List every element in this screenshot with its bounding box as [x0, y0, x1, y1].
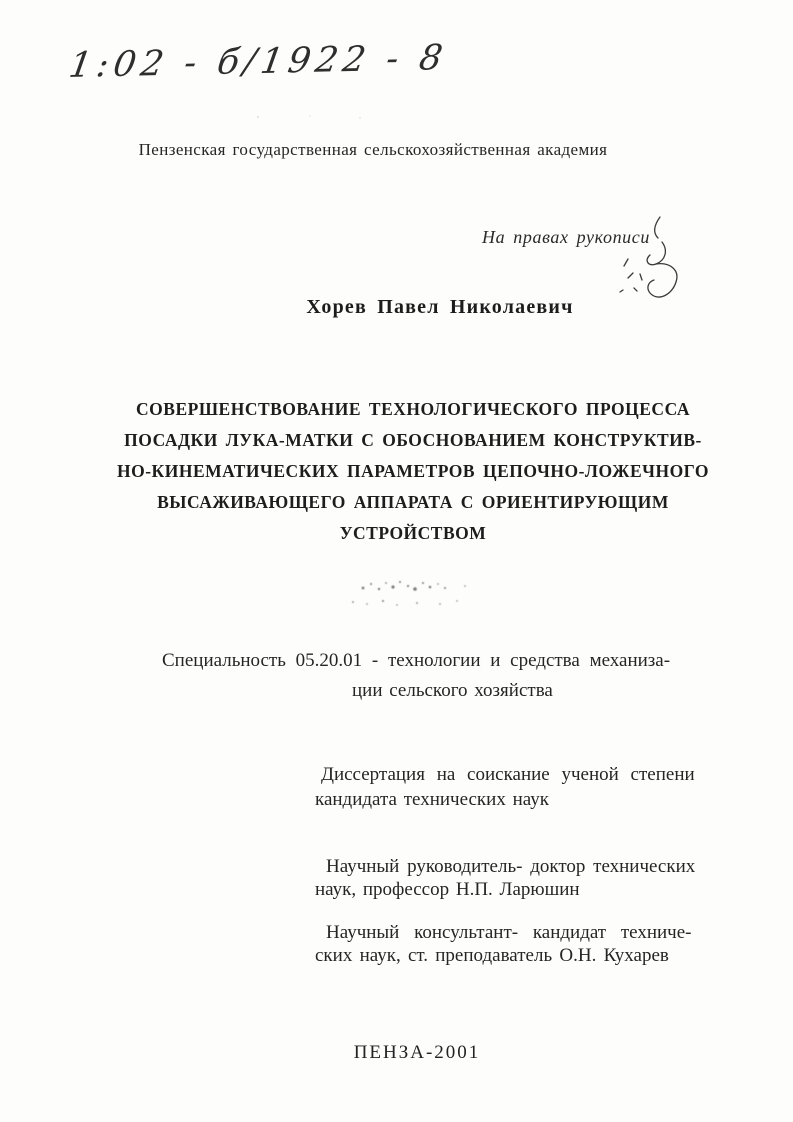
author-name: Хорев Павел Николаевич [306, 296, 574, 318]
title-line-5: УСТРОЙСТВОМ [339, 523, 487, 543]
consultant-line-1: Научный консультант- кандидат техниче- [326, 922, 692, 943]
specialty-line-2: ции сельского хозяйства [352, 680, 553, 701]
thesis-type-line-2: кандидата технических наук [315, 789, 549, 810]
dissertation-title [83, 394, 743, 549]
title-line-3: НО-КИНЕМАТИЧЕСКИХ ПАРАМЕТРОВ ЦЕПОЧНО-ЛОЖЕЧНОГО [117, 461, 709, 481]
manuscript-note: На правах рукописи [482, 227, 650, 247]
stamp-smudge [345, 574, 485, 614]
city-year: ПЕНЗА-2001 [353, 1042, 481, 1063]
title-line-2: ПОСАДКИ ЛУКА-МАТКИ С ОБОСНОВАНИЕМ КОНСТРУКТИВ- [124, 430, 702, 450]
signature-mark [608, 214, 698, 309]
catalog-number-handwritten: 1:02 - б/1922 - 8 [66, 38, 451, 86]
supervisor-line-2: наук, профессор Н.П. Ларюшин [315, 879, 580, 900]
consultant-line-2: ских наук, ст. преподаватель О.Н. Кухарев [315, 945, 669, 966]
thesis-type-line-1: Диссертация на соискание ученой степени [321, 764, 695, 785]
title-line-4: ВЫСАЖИВАЮЩЕГО АППАРАТА С ОРИЕНТИРУЮЩИМ [157, 492, 669, 512]
institution-name: Пензенская государственная сельскохозяйственная академия [138, 140, 608, 159]
supervisor-line-1: Научный руководитель- доктор технических [326, 856, 696, 877]
specialty-line-1: Специальность 05.20.01 - технологии и средства механиза- [162, 650, 671, 671]
title-line-1: СОВЕРШЕНСТВОВАНИЕ ТЕХНОЛОГИЧЕСКОГО ПРОЦЕССА [136, 399, 690, 419]
scan-speck-marks [250, 112, 370, 122]
